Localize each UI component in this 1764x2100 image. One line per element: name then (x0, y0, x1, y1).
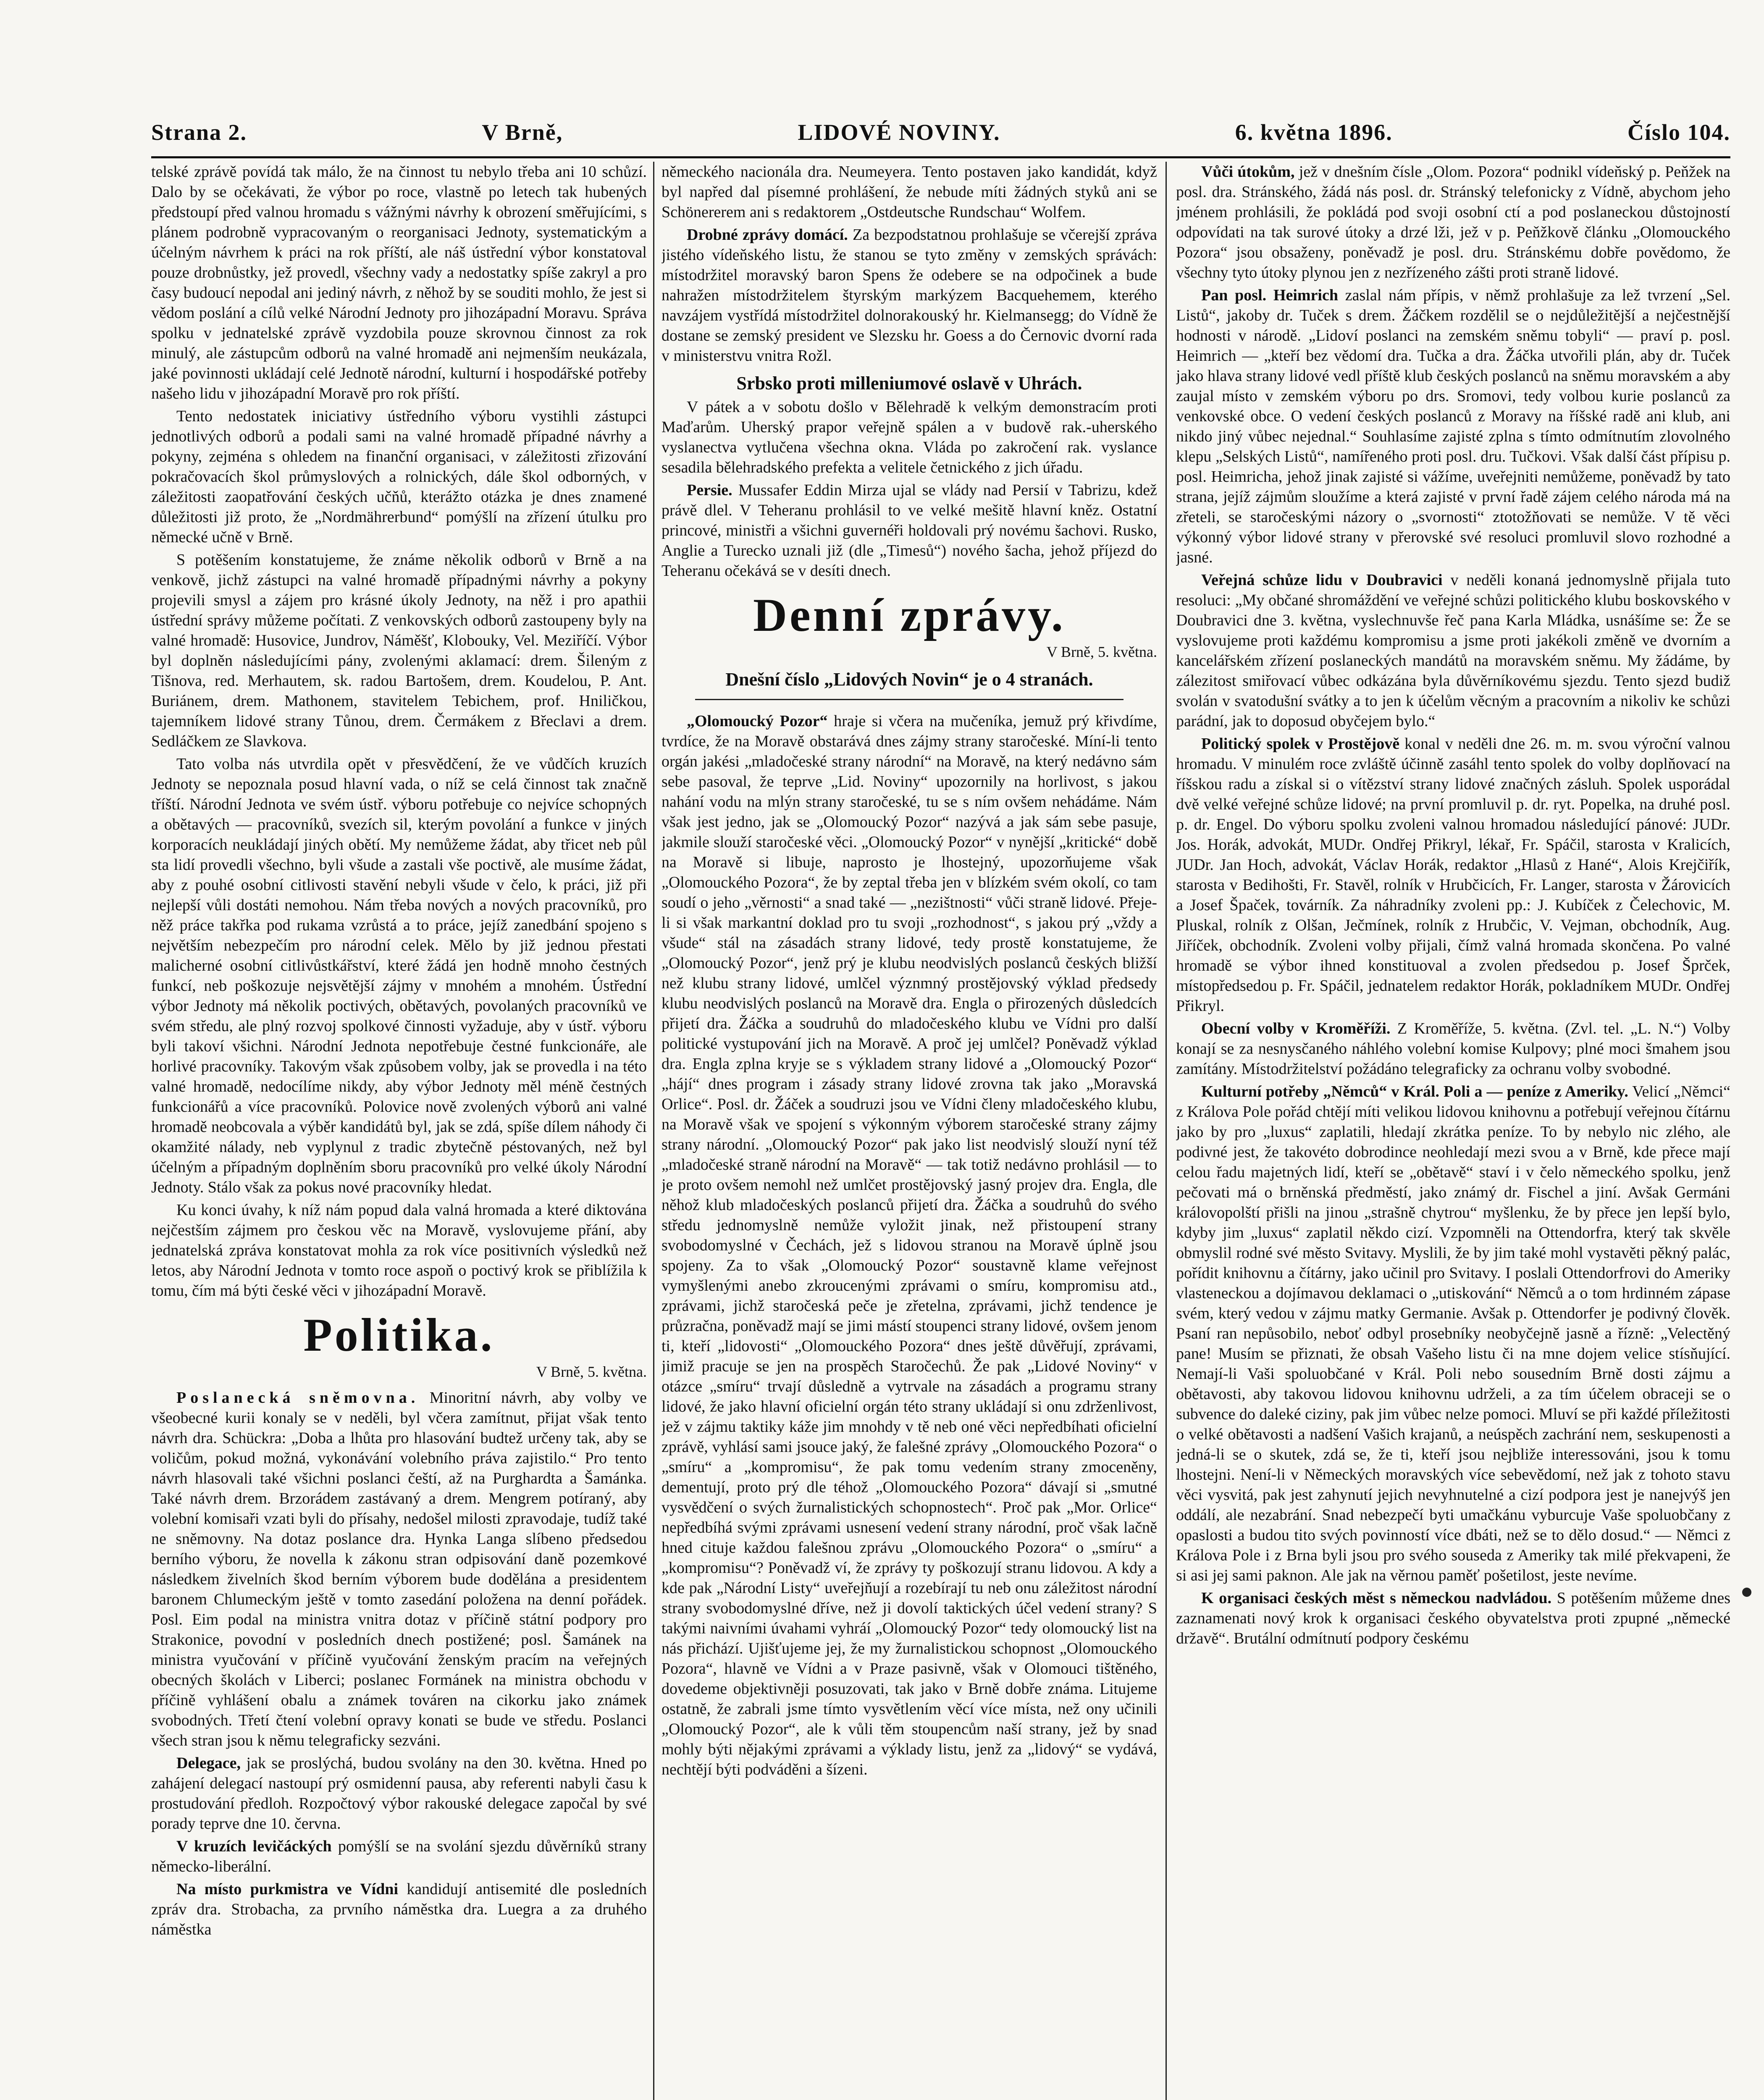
column-rule-2 (1166, 162, 1167, 2100)
news-body: jež v dnešním čísle „Olom. Pozora“ podnikl vídeňský p. Peňžek na posl. dra. Stránského, žádá nás posl. dr. Stránský telefonicky z Vídně, abychom jeho jménem prohlásili, že pokládá pod svoji osobní ctí a pod poslaneckou důstojností odpovídati na tak surové útoky a drzé lži, jež v p. Peňžkově článku „Olomouckého Pozora“ jsou obsaženy, poněvadž je posl. dru. Stránskému dobře povědomo, že všechny tyto útoky plynou jen z nezřízeného zášti proti straně lidové. (1176, 163, 1730, 281)
news-item (151, 1836, 647, 1877)
news-item (151, 1388, 647, 1751)
section-dateline: V Brně, 5. května. (1046, 643, 1157, 660)
news-item (1176, 734, 1730, 1016)
news-item (1176, 285, 1730, 567)
article-paragraph: telské zprávě povídá tak málo, že na činnost tu nebylo třeba ani 10 schůzí. Dalo by se očekávati, že výbor po roce, vlastně po letech tak hubených předstoupí před valnou hromadu s vážnými návrhy k obrození směřujícími, s plánem podrobně vypracovaným o reorganisaci Jednoty, systematickým a účelným návrhem k práci na rok příští, ale náš ústřední výbor konstatoval pouze drobnůstky, jež provedl, všechny vady a nedostatky spíše zakryl a pro časy budoucí nepodal ani jediný návrh, z něhož by se souditi mohlo, že jest si vědom poslání a cílů velké Národní Jednoty pro jihozápadní Moravu. Správa spolku v jednatelské zprávě vyzdobila pouze skrovnou činnost za rok minulý, ale zástupcům odborů na valné hromadě ani nejmenším neukázala, jaké povinnosti ukládají celé Jednotě národní, kulturní i hospodářské potřeby našeho lidu v jihozápadní Moravě pro rok příští. (151, 163, 647, 402)
column-1 (151, 162, 647, 2100)
article-paragraph: Ku konci úvahy, k níž nám popud dala valná hromada a které diktována nejčestším zájmem pro českou věc na Moravě, vyslovujeme přání, aby jednatelská zpráva konstatovat mohla za rok více positivních výsledků než letos, aby Národní Jednota v tomto roce aspoň o poctivý krok se přiblížila k tomu, čím má býti české věci v jihozápadní Moravě. (151, 1201, 647, 1299)
news-headline: Persie. (687, 481, 732, 499)
news-item (1176, 570, 1730, 731)
news-body: Mussafer Eddin Mirza ujal se vlády nad Persií v Tabrizu, kdež právě dlel. V Teheranu prohlásil to ve velké mešitě hlavní kněz. Ostatní princové, ministři a všichni guvernéři holdovali prý novému šachovi. Rusko, Anglie a Turecko uznali již (dle „Timesů“) nového šacha, jehož příjezd do Teheranu očekává se v desíti dnech. (662, 481, 1157, 580)
news-item (662, 711, 1157, 1780)
news-body: jak se proslýchá, budou svolány na den 30. května. Hned po zahájení delegací nastoupí prý osmidenní pausa, aby referenti nabyli času k prostudování předloh. Rozpočtový výbor rakouské delegace započal by své porady teprve dne 10. června. (151, 1754, 647, 1832)
news-headline: V kruzích levičáckých (176, 1838, 332, 1855)
news-headline: Delegace, (176, 1754, 241, 1772)
column-rule-1 (653, 162, 654, 2100)
page-header (151, 113, 1730, 151)
news-headline: Kulturní potřeby „Němců“ v Král. Poli a — peníze z Ameriky. (1201, 1083, 1628, 1100)
article-paragraph: Tato volba nás utvrdila opět v přesvědčení, že ve vůdčích kruzích Jednoty se nepoznala posud hlavní vada, o níž se celá činnost tak značně tříští. Národní Jednota ve svém ústř. výboru potřebuje co nejvíce schopných a obětavých — pracovníků, svezích sil, kterým povolání a funkce v jiných korporacích neukládají jiných obětí. My nemůžeme žádat, aby třicet neb půl sta lidí provedli všechno, byli všude a zastali vše poctivě, ale musíme žádat, aby z pouhé osobní citlivosti stavění nebyli všude v čelo, k práci, již při nejlepší vůli dostáti nemohou. Nám třeba nových a nových pracovníků, pro něž práce takřka pod rukama vzrůstá a to práce, jejíž zanedbání spojeno s největším nebezpečím pro národní celek. Mělo by již jednou přestati malicherné osobní citlivůstkářství, které žádá jen hodně mnoho čestných funkcí, neb poškozuje nejsvětější zájmy v mnohém a mnohém. Ústřední výbor Jednoty má několik poctivých, obětavých, povolaných pracovníků ve svém středu, ale plný rozvoj spolkové činnosti vyžaduje, aby v ústř. výboru byli takoví všichni. Národní Jednota nepotřebuje čestné funkcionáře, ale horlivé pracovníky. Takovým však způsobem volby, jak se provedla i na této valné hromadě, nedocílíme nikdy, aby výbor Jednoty měl méně čestných funkcionářů a více pracovníků. Polovice nově zvolených výborů ani valné hromadě neobcovala a výběr kandidátů byl, jak se zdá, spíše dílem náhody či okamžité nálady, neb vyplynul z tradic zbytečně péstovaných, než byl účelným a případným doplněním sboru pracovníků pro velké úkoly Národní Jednoty. Stálo však za pokus nové pracovníky hledat. (151, 755, 647, 1196)
article-paragraph: Tento nedostatek iniciativy ústředního výboru vystihli zástupci jednotlivých odborů a podali sami na valné hromadě případné návrhy a pokyny, zejména s ohledem na finanční organisaci, v záležitosti zřizování pokračovacích škol průmyslových a rolnických, dále škol odborných, v záležitosti zaopatřování českých učňů, kterážto otázka je dnes znamené důležitosti již proto, že „Nordmährerbund“ pomýšlí na zřízení útulku pro německé učně v Brně. (151, 407, 647, 546)
news-item (151, 1879, 647, 1940)
column-2 (662, 162, 1157, 2100)
page-number: Strana 2. (151, 120, 247, 145)
newspaper-title: LIDOVÉ NOVINY. (798, 120, 1000, 145)
news-body: zaslal nám přípis, v němž prohlašuje za lež tvrzení „Sel. Listů“, jakoby dr. Tuček s drem. Žáčkem rozdělil se o nejdůležitější a nejčestnější hodnosti v národě. „Lidoví poslanci na zemském sněmu tobyli“ — praví p. posl. Heimrich — „kteří bez vědomí dra. Tučka a dra. Žáčka utvořili plán, aby dr. Tuček jako hlava strany lidové vedl příště klub českých poslanců na sněmu moravském a aby zaujal místo v zemském výboru po drs. Sromovi, tedy volbou kurie poslanců za venkovské obce. O vedení českých poslanců z Moravy na říšské radě ani klub, ani nikdo jiný vůbec nejednal.“ Souhlasíme zajisté zplna s tímto odmítnutím zlovolného klepu „Selských Listů“, namířeného proti posl. dru. Tučkovi. Však další část přípisu p. posl. Heimricha, jehož jinak zajisté si vážíme, uveřejniti nemůžeme, poněvadž by tato strana, jejíž zájmům sloužíme a která zajisté v první řadě zájem celého národa má na zřeteli, se staročeskými názory o „svornosti“ ztotožňovati se nemůže. V tě věci výkonný výbor lidové strany v přerovské své resoluci promluvil slovo rozhodné a jasné. (1176, 286, 1730, 566)
news-body: Za bezpodstatnou prohlašuje se včerejší zpráva jistého vídeňského listu, že stanou se tyto změny v zemských správách: místodržitel moravský baron Spens že odebere se na odpočinek a bude nahražen místodržitelem štyrským markýzem Bacquehemem, kterého navzájem vystřídá místodržitel dolnorakouský hr. Kielmansegg; do Vídně že dostane se zemský president ve Slezsku hr. Goess a do Černovic dvorní rada v ministerstvu vnitra Rožl. (662, 226, 1157, 365)
news-body: konal v neděli dne 26. m. m. svou výroční valnou hromadu. V minulém roce zvláště účinně zasáhl tento spolek do volby doplňovací na říšskou radu a získal si o vítězství strany lidové značných zásluh. Spolek usporádal dvě velké veřejné schůze lidové; na první promluvil p. dr. ryt. Popelka, na druhé posl. p. dr. Engel. Do výboru spolku zvoleni valnou hromadou následující pánové: JUDr. Jos. Horák, advokát, MUDr. Ondřej Přikryl, lékař, Fr. Spáčil, starosta v Kralicích, JUDr. Jan Hoch, advokát, Václav Horák, redaktor „Hlasů z Hané“, Alois Krejčiřík, starosta v Bedihošti, Fr. Stavěl, rolník v Hrubčicích, Fr. Langer, starosta v Žárovicích a Josef Špaček, továrník. Za náhradníky zvoleni pp.: J. Kubíček z Čelechovic, M. Pluskal, rolník z Olšan, Ječmínek, rolník z Hrubčic, V. Vejman, obchodník, Aug. Jiříček, obchodník. Zvoleni volby přijali, čímž valná hromada skončena. Po valné hromadě se výbor ihned konstituoval a zvolen předsedou p. Josef Šprček, místopředsedou p. Fr. Spáčil, jednatelem redaktor Horák, pokladníkem MUDr. Ondřej Přikryl. (1176, 735, 1730, 1015)
news-item (1176, 1082, 1730, 1586)
news-item (662, 225, 1157, 366)
news-body: S potěšením můžeme dnes zaznamenati nový krok k organisaci českého obyvatelstva proti zpupné „německé državě“. Brutální odmítnutí podpory českému (1176, 1589, 1730, 1647)
news-headline: Pan posl. Heimrich (1201, 286, 1338, 304)
news-body: Velicí „Němci“ z Králova Pole pořád chtějí míti velikou lidovou knihovnu a potřebují veřejnou čítárnu jako by pro „luxus“ zaplatili, hledají zkrátka peníze. To by nebylo nic zlého, ale podivné jest, že takovéto dobrodince neohledají mezi svou a v Brně, kde přece mají celou řadu majetných lidí, kteří se „obětavě“ staví i v čelo německého spolku, jenž pečovati má o brněnská předměstí, jako známý dr. Fischel a jiní. Avšak Germáni královopolští přišli na jinou „strašně chytrou“ myšlenku, že by přece jen lepší bylo, kdyby jim „luxus“ zaplatil někdo cizí. Vzpomněli na Ottendorfra, který tak skvěle obmyslil rodné své město Svitavy. Myslili, že by jim také mohl vystavěti pěkný palác, pořídit knihovnu a čítárny, jako učinil pro Svitavy. I poslali Ottendorfrovi do Ameriky vlasteneckou a dojímavou deklamaci o „utiskování“ Němců a o tom hrdinném zápase svém, který vedou v zájmu matky Germanie. Avšak p. Ottendorfer je podivný člověk. Psaní ran nepůsobilo, neboť odbyl prosebníky neobyčejně jasně a řízně: „Velectěný pane! Musím se přiznati, že obsah Vašeho listu či na mne dojem velice stísňující. Nemají-li Vaši spoluobčané v Král. Poli nebo sousedním Brně dosti zájmu a obětavosti, aby takovou lidovou knihovnu udrželi, a za tím účelem obraceji se o subvence do daleké ciziny, pak jim vůbec nelze pomoci. Mluví se při každé příležitosti o velké obětavosti a nadšení Vašich krajanů, a neúspěch zachrání nem, seskupenosti a jedná-li se o skutek, zdá se, že ti, kteří jsou nejbliže interessováni, jsou k tomu lhostejni. Není-li v Německých moravských více sebevědomí, než jak z tohoto stavu věci vysvitá, pak jest zahynutí jejich nevyhnutelné a cizí podpora jest je nanejvýš jen oddálí, ale nezabrání. Snad nebezpečí byti umačkánu vyburcuje Vaše spoluobčany z opaslosti a budou tito svých povinností více dbáti, než se to dělo dosud.“ — Němci z Králova Pole i z Brna byli jsou pro svého souseda z Ameriky tak milé překvapeni, že si asi jej sami paknon. Ale jak na věrnou paměť pošetilost, jeste nevíme. (1176, 1083, 1730, 1584)
news-body: kandidují antisemité dle posledních zpráv dra. Strobacha, za prvního náměstka dra. Luegra a za druhého náměstka (151, 1880, 647, 1938)
header-place: V Brně, (482, 120, 563, 145)
issue-date: 6. května 1896. (1235, 120, 1393, 145)
news-item (1176, 1588, 1730, 1648)
scan-mark (1742, 1588, 1751, 1597)
article-paragraph: S potěšením konstatujeme, že známe několik odborů v Brně a na venkově, jichž zástupci na valné hromadě případnými návrhy a pokyny projevili smysl a zájem pro krásné úkoly Jednoty, na něž i pro apathii ústřední správy můžeme počítati. Z venkovských odborů zastoupeny byly na valné hromadě: Husovice, Jundrov, Náměšť, Klobouky, Vel. Meziříčí. Výbor byl doplněn následujícími pány, zvolenými aklamací: drem. Šileným z Tišnova, red. Merhautem, sk. radou Bartošem, drem. Koudelou, P. Ant. Buriánem, drem. Mathonem, stavitelem Tebichem, prof. Hniličkou, tajemníkem lidové strany Tůnou, drem. Čermákem z Břeclavi a drem. Sedláčkem ze Slavkova. (151, 551, 647, 750)
column-3 (1176, 162, 1730, 2100)
header-rule (151, 156, 1730, 158)
news-headline: Srbsko proti milleniumové oslavě v Uhrách. (736, 373, 1082, 394)
article-paragraph: V pátek a v sobotu došlo v Bělehradě k velkým demonstracím proti Maďarům. Uherský prapor veřejně spálen a v budově rak.-uherského vyslanectva vytlučena všechna okna. Vláda po zakročení rak. vyslance sesadila bělehradského prefekta a velitele četnického z jich úřadu. (662, 398, 1157, 476)
section-dateline: V Brně, 5. května. (536, 1363, 647, 1380)
news-item (1176, 1018, 1730, 1079)
news-headline: Veřejná schůze lidu v Doubravici (1201, 571, 1443, 589)
news-headline: Vůči útokům, (1201, 163, 1295, 181)
section-title-denni-zpravy: Denní zprávy. (753, 589, 1066, 641)
news-item (662, 480, 1157, 581)
news-body: v neděli konaná jednomyslně přijala tuto resoluci: „My občané shromáždění ve veřejné schůzi politického klubu boskovského v Doubravici dne 3. května, vyslechnuvše řeč pana Karla Mládka, usnášíme se: Že se vyslovujeme proti každému kompromisu a jsme proti jakékoli změně ve dvorním a kancelářském zřízení poslaneckých mandátů na moravském sněmu. My žádáme, by zálezitost smiřovací vůbec odkázána byla důvěrníkovému sjezdu. Tento sjezd budiž svolán v svatodušní svátky a to jen k účelům věcným a pracovním a nikoliv ke schůzi parádní, jak to doposud obyčejem bylo.“ (1176, 571, 1730, 730)
news-headline: Drobné zprávy domácí. (687, 226, 848, 244)
section-title-politika: Politika. (303, 1309, 495, 1361)
news-headline: K organisaci českých měst s německou nadvládou. (1201, 1589, 1552, 1607)
news-body: hraje si včera na mučeníka, jemuž prý křivdíme, tvrdíce, že na Moravě obstarává dnes zájmy strany staročeské. Míní-li tento orgán jakési „mladočeské strany národní“ na Moravě, na který nedávno sám sebe pasoval, že teprve „Lid. Noviny“ upozornily na horlivost, s jakou nahání vodu na mlýn strany staročeské, tu se s ním ovšem nehádáme. Nám však jest jedno, jak se „Olomoucký Pozor“ nazývá a jak sám sebe pasuje, jakmile slouží staročeské věci. „Olomoucký Pozor“ v nynější „kritické“ době na Moravě si libuje, naprosto je lhostejný, upozorňujeme však „Olomouckého Pozora“, že by zeptal třeba jen v blízkém svém okolí, co tam soudí o jeho „věrnosti“ a snad také — „nezištnosti“ vůči straně lidové. Přeje-li si však markantní doklad pro tu svoji „rozhodnost“, s jakou prý „vždy a všude“ stál na zásadách strany lidové, tedy prostě konstatujeme, že „Olomoucký Pozor“, jenž prý je klubu neodvislých poslanců českých bližší než klubu strany lidové, umlčel význmný prostějovský výklad předsedy klubu neodvislých poslanců na Moravě dra. Engla o přirozených důsledcích přijetí dra. Žáčka a soudruhů do mladočeského klubu ve Vídni pro další politické vystupování jich na Moravě. A proč jej umlčel? Poněvadž výklad dra. Engla zplna kryje se s výkladem strany lidové a „Olomoucký Pozor“ „hájí“ dnes program i zásady strany lidové zrovna tak jako „Moravská Orlice“. Posl. dr. Žáček a soudruzi jsou ve Vídni členy mladočeského klubu, na Moravě však ve spojení s výkonným výborem staročeské strany zájmy strany národní. „Olomoucký Pozor“ pak jako list neodvislý slouží nyní též „mladočeské straně národní na Moravě“ — tak totiž nedávno prohlásil — to je proto ovšem nemohl než umlčet prostějovský jasný projev dra. Engla, dle něhož klub mladočeských poslanců přijetí dra. Žáčka a soudruhů do svého středu jednomyslně nemůže vyložit jinak, než přistoupení strany svobodomyslné v Čechách, jež s lidovou stranou na Moravě úplně jsou spojeny. Za to však „Olomoucký Pozor“ soustavně klame veřejnost vymyšlenými anebo zkroucenými zprávami o smíru, kompromisu atd., zprávami, jichž staročeská peče je zřetelna, zprávami, jichž tendence je průzračna, poněvadž mají se jimi mástí stoupenci strany lidové, ovšem jenom ti, kteří „lidovosti“ „Olomouckého Pozora“ dnes ještě důvěřují, zprávami, jimiž pracuje se jen na prospěch Staročechů. Že pak „Lidové Noviny“ v otázce „smíru“ trvají důsledně a vytrvale na zásadách a programu strany lidové, že jako hlavní oficielní orgán této strany ukládají si onu zdrženlivost, jež v zájmu taktiky káže jim mnohdy v tě neb oné věci nepředbíhati oficielní zprávě, vyhlásí sami jsouce jaký, že falešné zprávy „Olomouckého Pozora“ o „smíru“ a „kompromisu“, že pak tomu vedením strany zmoceněny, dementují, proto prý dle téhož „Olomouckého Pozora“ dávají si „smutné vysvědčení o svých žurnalistických schopnostech“. Proč pak „Mor. Orlice“ nepředbíhá svými zprávami usnesení vedení strany národní, proč však lačně hned cituje každou falešnou zprávu „Olomouckého Pozora“ o „smíru“ a „kompromisu“? Poněvadž ví, že zprávy ty poškozují stranu lidovou. A kdy a kde pak „Národní Listy“ uveřejňují a rozebírají tu neb onu záležitost národní strany svobodomyslné dříve, než ji dovolí taktických účel vedení strany? S takými naivními úvahami vyhráí „Olomoucký Pozor“ tedy olomoucký list na nás přichází. Ujišťujeme jej, že my žurnalistickou schopnost „Olomouckého Pozora“, hlavně ve Vídni a v Praze pasivně, však v Olomouci tištěného, dovedeme objektivněji posuzovati, tak jako v Brně dobře známa. Litujeme ostatně, že zabrali jsme tímto vysvětlením věcí více místa, než ony učinili „Olomoucký Pozor“, ale k vůli těm stoupencům naší strany, jež by snad mohly býti nějakými zprávami a výklady listu, jenž za „lidový“ se vydává, nechtějí býti podváděni a šízeni. (662, 712, 1157, 1778)
issue-notice: Dnešní číslo „Lidových Novin“ je o 4 stranách. (725, 669, 1093, 690)
news-headline: Obecní volby v Kroměříži. (1201, 1020, 1391, 1037)
news-body: pomýšlí se na svolání sjezdu důvěrníků strany německo-liberální. (151, 1838, 647, 1875)
news-item (151, 1753, 647, 1834)
news-headline: „Olomoucký Pozor“ (687, 712, 828, 730)
news-item (1176, 162, 1730, 283)
news-headline: Na místo purkmistra ve Vídni (176, 1880, 399, 1898)
article-paragraph: německého nacionála dra. Neumeyera. Tento postaven jako kandidát, když byl napřed dal písemné prohlášení, že nebude míti žádných styků ani se Schönererem ani s redaktorem „Ostdeutsche Rundschau“ Wolfem. (662, 163, 1157, 221)
issue-number: Číslo 104. (1627, 120, 1730, 145)
news-headline: Poslanecká sněmovna. (176, 1389, 420, 1407)
news-headline: Politický spolek v Prostějově (1201, 735, 1400, 753)
divider (695, 699, 1124, 700)
news-body: Minoritní návrh, aby volby ve všeobecné kurii konaly se v neděli, byl včera zamítnut, přijat však tento návrh dra. Schückra: „Doba a lhůta pro hlasování budtež určeny tak, aby se voličům, pokud možná, vykonávání volebního práva zajistilo.“ Pro tento návrh hlasovali také všichni poslanci čeští, až na Purghardta a Šamánka. Také návrh drem. Brzorádem zastávaný a drem. Mengrem potíraný, aby volební komisaři vzati byli do přísahy, nedošel milosti zpravodaje, tudíž také ne sněmovny. Na dotaz poslance dra. Hynka Langa slíbeno předsedou berního výboru, že novella k zákonu stran odpisování daně pozemkové následkem živelních škod berním výborem bude dodělána a presidentem baronem Chlumeckým ještě v tomto zasedání položena na denní pořádek. Posl. Eim podal na ministra vnitra dotaz v příčině státní podpory pro Strakonice, povodní v posledních dnech postižené; posl. Šamánek na ministra vyučování v příčině vyučování ženským pracím na veřejných obecných školách v Liberci; poslanec Formánek na ministra obchodu v příčině vyhlášení obalu a známek továren na cikorku jako známek svobodných. Třetí čtení volební opravy konati se bude ve středu. Poslanci všech stran jsou k němu telegraficky sezváni. (151, 1389, 647, 1749)
news-body: Z Kroměříže, 5. května. (Zvl. tel. „L. N.“) Volby konají se za nesnysčaného náhlého volební komise Kulpovy; plné moci šmahem jsou zamítány. Místodržitelství požádáno telegraficky za ochranu volby svobodné. (1176, 1020, 1730, 1078)
